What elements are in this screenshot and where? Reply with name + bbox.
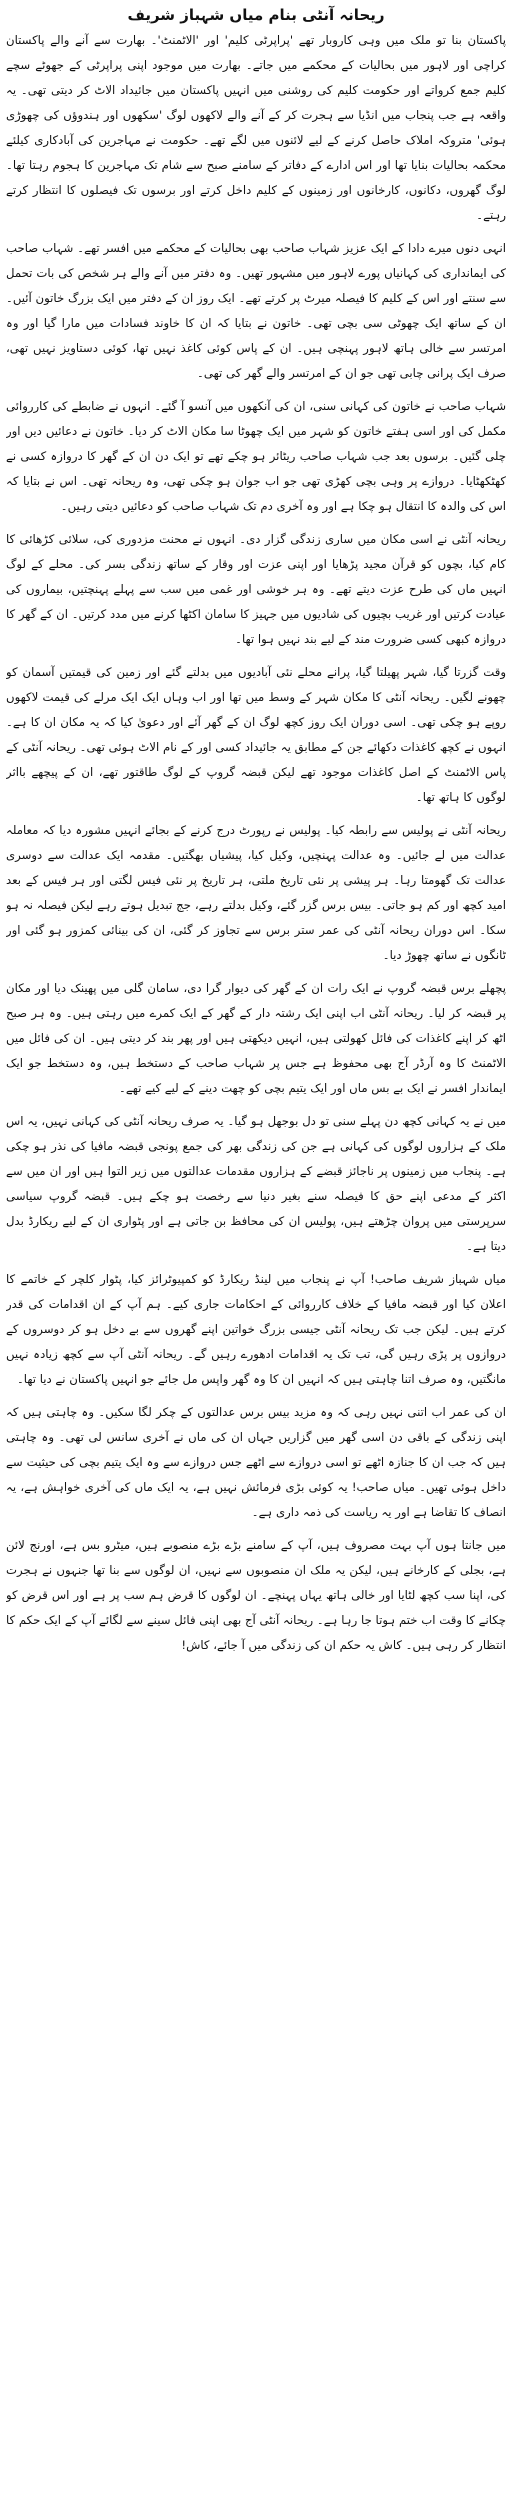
paragraph: پچھلے برس قبضہ گروپ نے ایک رات ان کے گھر کی دیوار گرا دی، سامان گلی میں پھینک دیا اور مکان پر قبضہ کر لیا۔ ریحانہ آنٹی اب اپنی ایک رشتہ دار کے گھر کے ایک کمرے میں رہتی ہیں۔ وہ ہر صبح اٹھ کر اپنے کاغذات کی فائل کھولتی ہیں، انہیں دیکھتی ہیں اور پھر بند کر دیتی ہیں۔ ان کی فائل میں الاٹمنٹ کا وہ آرڈر آج بھی محفوظ ہے جس پر شہاب صاحب کے دستخط ہیں، وہ دستخط جو ایک ایماندار افسر نے ایک بے بس ماں اور ایک یتیم بچی کو چھت دینے کے لیے کیے تھے۔ xyxy=(6,981,506,1095)
paragraph: میں نے یہ کہانی کچھ دن پہلے سنی تو دل بوجھل ہو گیا۔ یہ صرف ریحانہ آنٹی کی کہانی نہیں، یہ اس ملک کے ہزاروں لوگوں کی کہانی ہے جن کی زندگی بھر کی جمع پونجی قبضہ مافیا کی نذر ہو چکی ہے۔ پنجاب میں زمینوں پر ناجائز قبضے کے ہزاروں مقدمات عدالتوں میں زیر التوا ہیں اور ان میں سے اکثر کے مدعی اپنے حق کا فیصلہ سنے بغیر دنیا سے رخصت ہو چکے ہیں۔ قبضہ گروپ سیاسی سرپرستی میں پروان چڑھتے ہیں، پولیس ان کی محافظ بن جاتی ہے اور پٹواری ان کے لیے ریکارڈ بدل دیتا ہے۔ xyxy=(6,1114,506,1253)
paragraph: میاں شہباز شریف صاحب! آپ نے پنجاب میں لینڈ ریکارڈ کو کمپیوٹرائز کیا، پٹوار کلچر کے خاتمے کا اعلان کیا اور قبضہ مافیا کے خلاف کارروائی کے احکامات جاری کیے۔ ہم آپ کے ان اقدامات کی قدر کرتے ہیں۔ لیکن جب تک ریحانہ آنٹی جیسی بزرگ خواتین اپنے گھروں سے بے دخل ہو کر دوسروں کے دروازوں پر پڑی رہیں گی، تب تک یہ اقدامات ادھورے رہیں گے۔ ریحانہ آنٹی آپ سے کچھ زیادہ نہیں مانگتیں، وہ صرف اتنا چاہتی ہیں کہ انہیں ان کا وہ گھر واپس مل جائے جو انہیں پاکستان نے دیا تھا۔ xyxy=(6,1272,506,1386)
column-title: ریحانہ آنٹی بنام میاں شہباز شریف xyxy=(127,6,385,24)
paragraph: ریحانہ آنٹی نے پولیس سے رابطہ کیا۔ پولیس نے رپورٹ درج کرنے کے بجائے انہیں مشورہ دیا کہ معاملہ عدالت میں لے جائیں۔ وہ عدالت پہنچیں، وکیل کیا، پیشیاں بھگتیں۔ مقدمہ ایک عدالت سے دوسری عدالت تک گھومتا رہا۔ ہر پیشی پر نئی تاریخ ملتی، ہر تاریخ پر نئی فیس لگتی اور ہر فیس کے بعد امید کچھ اور کم ہو جاتی۔ بیس برس گزر گئے، وکیل بدلتے رہے، جج تبدیل ہوتے رہے لیکن فیصلہ نہ ہو سکا۔ اس دوران ریحانہ آنٹی کی عمر ستر برس سے تجاوز کر گئی، ان کی بینائی کمزور ہو گئی اور ٹانگوں نے ساتھ چھوڑ دیا۔ xyxy=(6,823,506,962)
paragraph: میں جانتا ہوں آپ بہت مصروف ہیں، آپ کے سامنے بڑے بڑے منصوبے ہیں، میٹرو بس ہے، اورنج لائن ہے، بجلی کے کارخانے ہیں، لیکن یہ ملک ان منصوبوں سے نہیں، ان لوگوں سے بنا تھا جنہوں نے ہجرت کی، اپنا سب کچھ لٹایا اور خالی ہاتھ یہاں پہنچے۔ ان لوگوں کا قرض ہم سب پر ہے اور اس قرض کو چکانے کا وقت اب ختم ہوتا جا رہا ہے۔ ریحانہ آنٹی آج بھی اپنی فائل سینے سے لگائے آپ کے ایک حکم کا انتظار کر رہی ہیں۔ کاش یہ حکم ان کی زندگی میں آ جائے، کاش! xyxy=(6,1538,506,1652)
paragraph: ریحانہ آنٹی نے اسی مکان میں ساری زندگی گزار دی۔ انہوں نے محنت مزدوری کی، سلائی کڑھائی کا کام کیا، بچوں کو قرآن مجید پڑھایا اور اپنی عزت اور وقار کے ساتھ زندگی بسر کی۔ محلے کے لوگ انہیں ماں کی طرح عزت دیتے تھے۔ وہ ہر خوشی اور غمی میں سب سے پہلے پہنچتیں، بیماروں کی عیادت کرتیں اور غریب بچیوں کی شادیوں میں جہیز کا سامان اکٹھا کرنے میں مدد کرتیں۔ ان کے گھر کا دروازہ کبھی کسی ضرورت مند کے لیے بند نہیں ہوا تھا۔ xyxy=(6,532,506,646)
paragraph: پاکستان بنا تو ملک میں وہی کاروبار تھے 'پراپرٹی کلیم' اور 'الاٹمنٹ'۔ بھارت سے آنے والے پاکستان کراچی اور لاہور میں بحالیات کے محکمے میں جاتے۔ بھارت میں موجود اپنی پراپرٹی کے جھوٹے سچے کلیم جمع کرواتے اور حکومت کلیم کی روشنی میں انہیں پاکستان میں جائیداد الاٹ کر دیتی تھی۔ یہ واقعہ ہے جب پنجاب میں انڈیا سے ہجرت کر کے آنے والے لاکھوں لوگ 'سکھوں اور ہندوؤں کی چھوڑی ہوئی' متروکہ املاک حاصل کرنے کے لیے لائنوں میں لگے تھے۔ حکومت نے مہاجرین کی آبادکاری کیلئے محکمہ بحالیات بنایا تھا اور اس ادارے کے دفاتر کے سامنے صبح سے شام تک مہاجرین کا ہجوم رہتا تھا۔ لوگ گھروں، دکانوں، کارخانوں اور زمینوں کے کلیم داخل کرتے اور برسوں تک فیصلوں کا انتظار کرتے رہتے۔ xyxy=(6,33,506,222)
paragraph: ان کی عمر اب اتنی نہیں رہی کہ وہ مزید بیس برس عدالتوں کے چکر لگا سکیں۔ وہ چاہتی ہیں کہ اپنی زندگی کے باقی دن اسی گھر میں گزاریں جہاں ان کی ماں نے آخری سانس لی تھی۔ وہ چاہتی ہیں کہ جب ان کا جنازہ اٹھے تو اسی دروازے سے اٹھے جس دروازے سے وہ ایک یتیم بچی کی حیثیت سے داخل ہوئی تھیں۔ میاں صاحب! یہ کوئی بڑی فرمائش نہیں ہے، یہ ایک ماں کی آخری خواہش ہے، یہ انصاف کا تقاضا ہے اور یہ ریاست کی ذمہ داری ہے۔ xyxy=(6,1405,506,1519)
paragraph: شہاب صاحب نے خاتون کی کہانی سنی، ان کی آنکھوں میں آنسو آ گئے۔ انہوں نے ضابطے کی کارروائی مکمل کی اور اسی ہفتے خاتون کو شہر میں ایک چھوٹا سا مکان الاٹ کر دیا۔ خاتون نے دعائیں دیں اور چلی گئیں۔ برسوں بعد جب شہاب صاحب ریٹائر ہو چکے تھے تو ایک دن ان کے گھر کا دروازہ کسی نے کھٹکھٹایا۔ دروازے پر وہی بچی کھڑی تھی جو اب جوان ہو چکی تھی، وہ ریحانہ تھی۔ اس نے بتایا کہ اس کی والدہ کا انتقال ہو چکا ہے اور وہ آخری دم تک شہاب صاحب کو دعائیں دیتی رہیں۔ xyxy=(6,399,506,513)
column-body xyxy=(6,28,506,2514)
paragraph: وقت گزرتا گیا، شہر پھیلتا گیا، پرانے محلے نئی آبادیوں میں بدلتے گئے اور زمین کی قیمتیں آسمان کو چھونے لگیں۔ ریحانہ آنٹی کا مکان شہر کے وسط میں تھا اور اب وہاں ایک ایک مرلے کی قیمت لاکھوں روپے ہو چکی تھی۔ اسی دوران ایک روز کچھ لوگ ان کے گھر آئے اور دعویٰ کیا کہ یہ مکان ان کا ہے۔ انہوں نے کچھ کاغذات دکھائے جن کے مطابق یہ جائیداد کسی اور کے نام الاٹ ہوئی تھی۔ ریحانہ آنٹی کے پاس الاٹمنٹ کے اصل کاغذات موجود تھے لیکن قبضہ گروپ کے لوگ طاقتور تھے، ان کے پیچھے بااثر لوگوں کا ہاتھ تھا۔ xyxy=(6,665,506,804)
paragraph: انہی دنوں میرے دادا کے ایک عزیز شہاب صاحب بھی بحالیات کے محکمے میں افسر تھے۔ شہاب صاحب کی ایمانداری کی کہانیاں پورے لاہور میں مشہور تھیں۔ وہ دفتر میں آنے والے ہر شخص کی بات تحمل سے سنتے اور اس کے کلیم کا فیصلہ میرٹ پر کرتے تھے۔ ایک روز ان کے دفتر میں ایک بزرگ خاتون آئیں۔ ان کے ساتھ ایک چھوٹی سی بچی تھی۔ خاتون نے بتایا کہ ان کا خاوند فسادات میں مارا گیا اور وہ امرتسر سے خالی ہاتھ لاہور پہنچی ہیں۔ ان کے پاس کوئی کاغذ نہیں تھا، کوئی دستاویز نہیں تھی، صرف ایک پرانی چابی تھی جو ان کے امرتسر والے گھر کی تھی۔ xyxy=(6,241,506,380)
